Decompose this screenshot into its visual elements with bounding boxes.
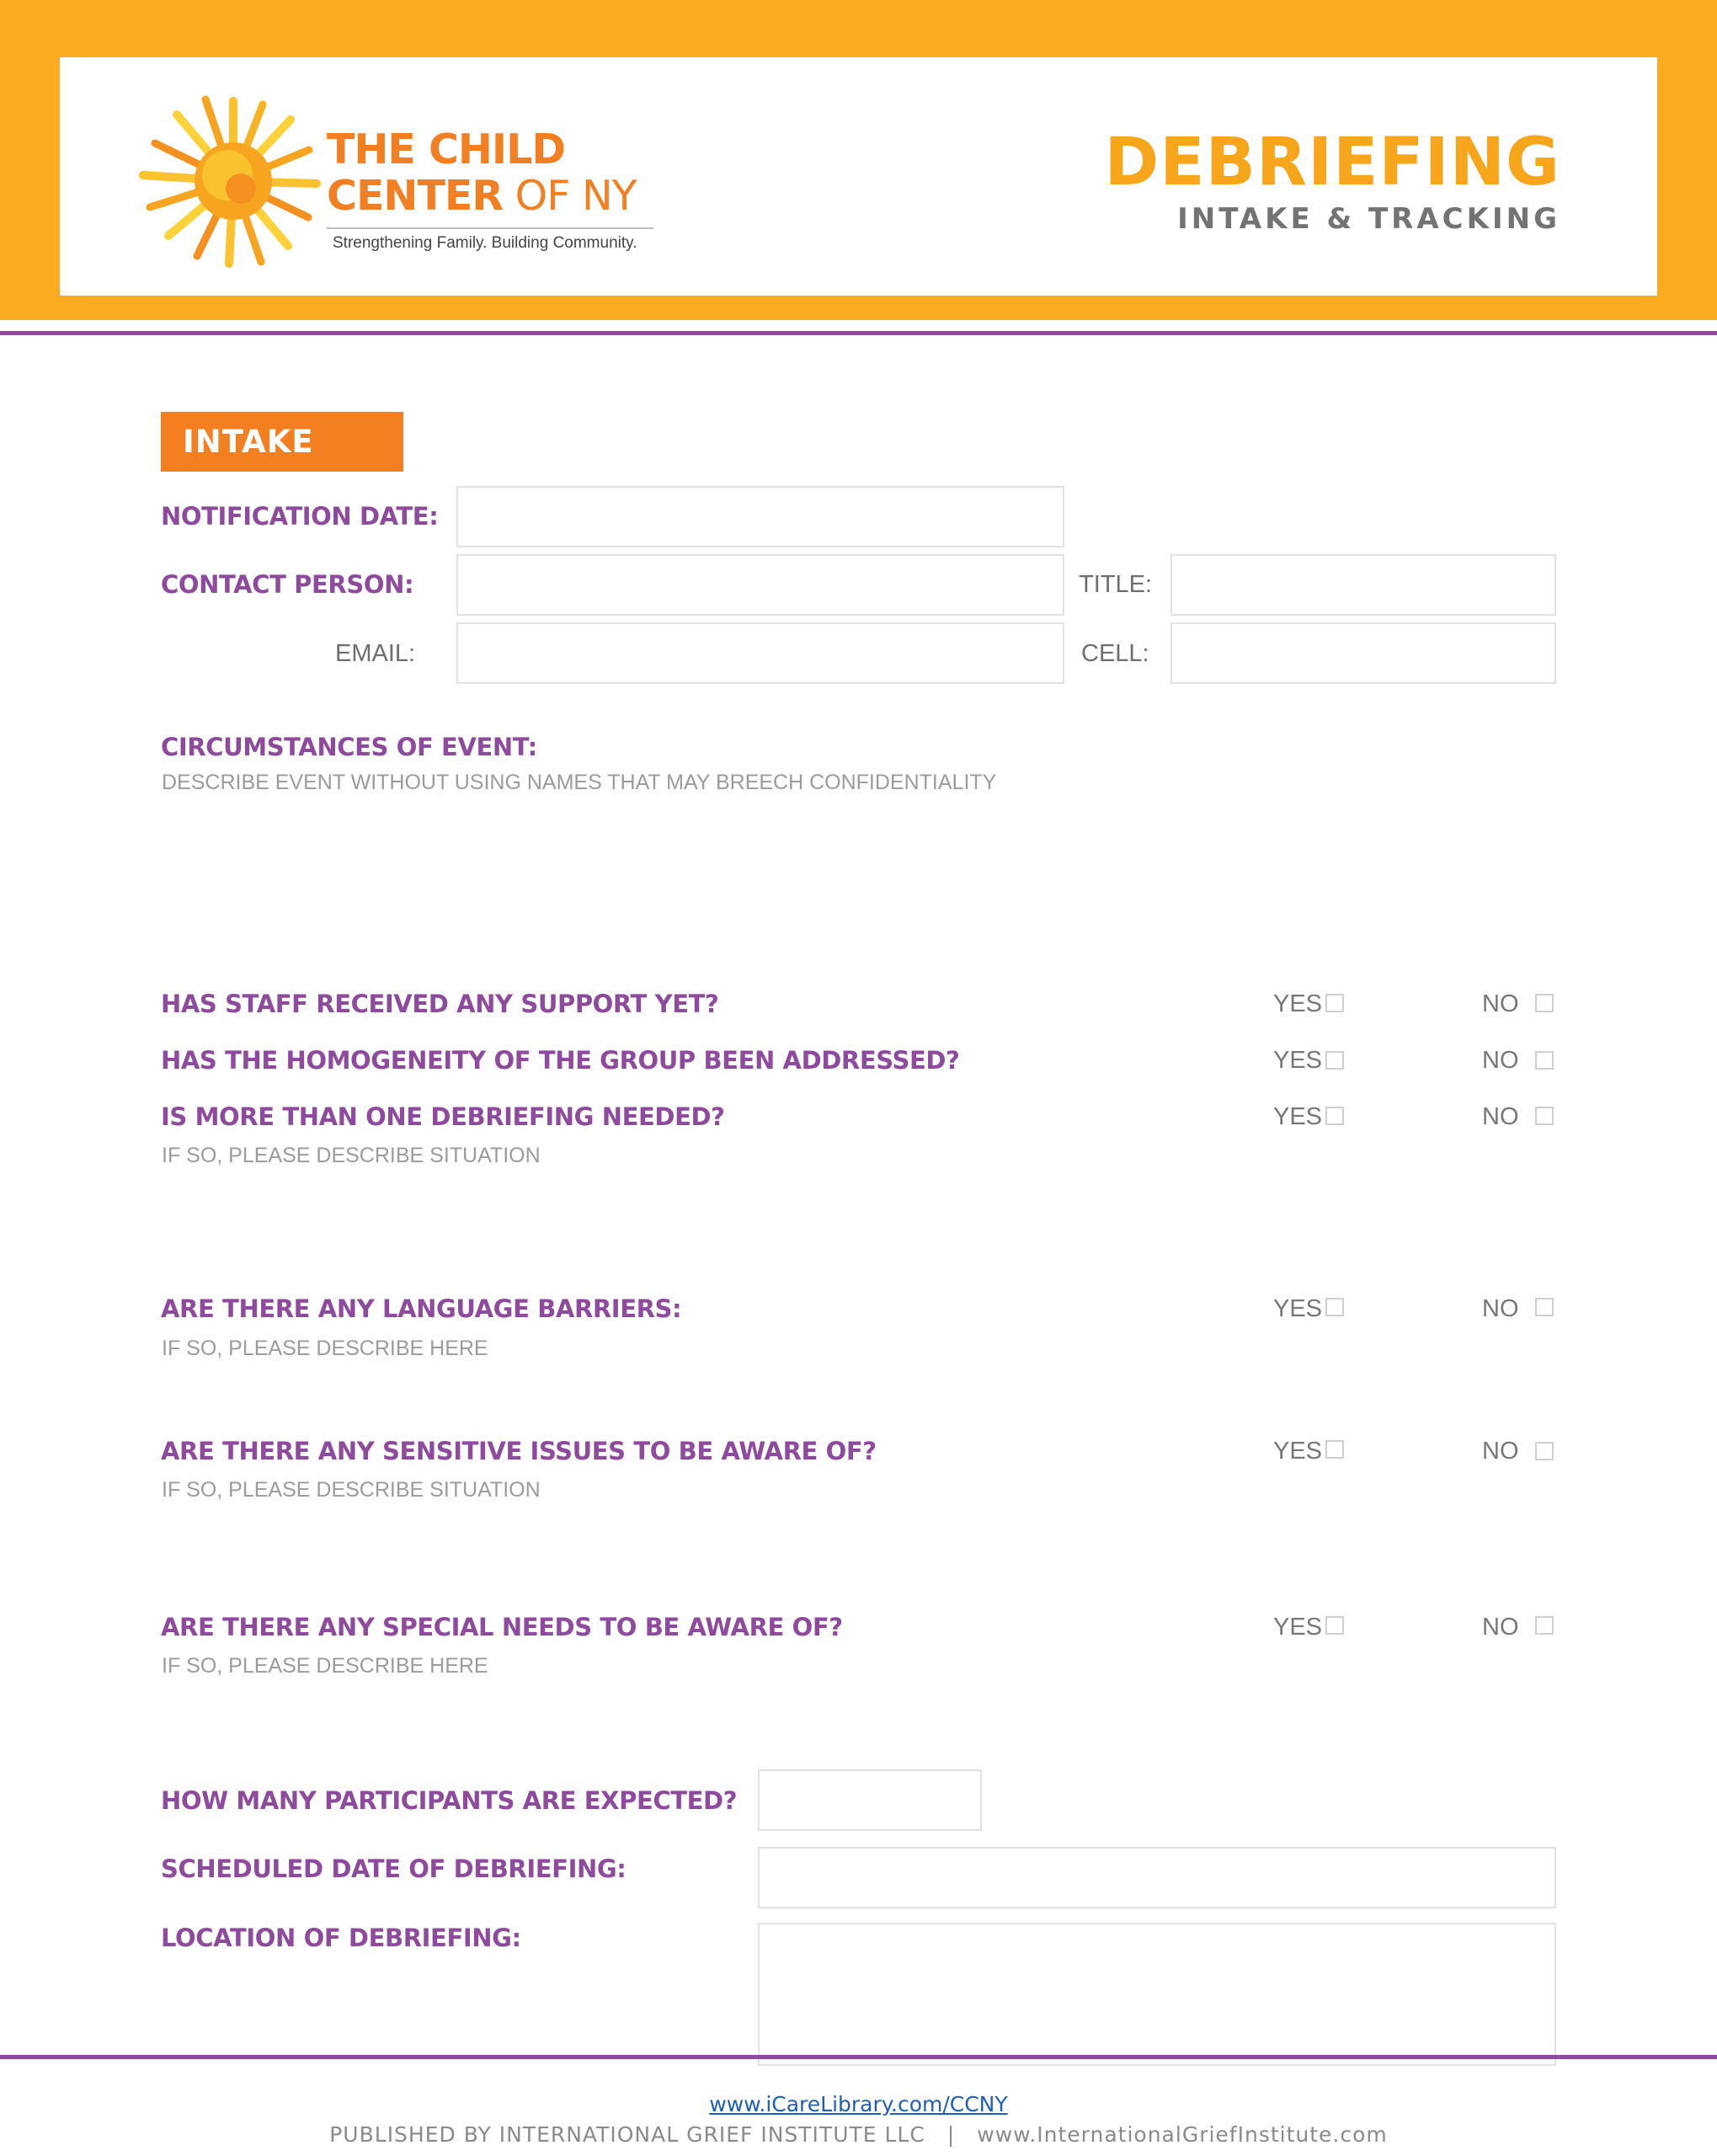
yes-checkbox[interactable] (1325, 1051, 1344, 1070)
yes-label: YES (1273, 1614, 1323, 1641)
logo-line-2-bold: CENTER (327, 172, 504, 220)
notification-date-label: NOTIFICATION DATE: (161, 502, 439, 531)
location-field[interactable] (758, 1923, 1556, 2066)
no-label: NO (1482, 1614, 1519, 1641)
footer-separator: | (946, 2122, 956, 2147)
yes-label: YES (1273, 990, 1323, 1017)
no-checkbox[interactable] (1535, 994, 1554, 1012)
no-label: NO (1482, 1438, 1519, 1465)
page-title: DEBRIEFING (1104, 125, 1560, 200)
title-label: TITLE: (1079, 571, 1153, 598)
notification-date-field[interactable] (456, 486, 1064, 547)
page-subtitle: INTAKE & TRACKING (1177, 202, 1560, 236)
yes-label: YES (1273, 1295, 1323, 1322)
circumstances-hint: DESCRIBE EVENT WITHOUT USING NAMES THAT MAY BREECH CONFIDENTIALITY (162, 771, 997, 794)
yes-checkbox[interactable] (1325, 1440, 1344, 1459)
contact-person-label: CONTACT PERSON: (161, 570, 414, 599)
scheduled-date-field[interactable] (758, 1847, 1556, 1908)
logo-line-2 (327, 173, 637, 219)
question-label: ARE THERE ANY SENSITIVE ISSUES TO BE AWARE OF? (161, 1437, 877, 1465)
cell-label: CELL: (1081, 640, 1149, 667)
top-divider (0, 331, 1717, 335)
yes-checkbox[interactable] (1325, 1616, 1344, 1635)
question-hint: IF SO, PLEASE DESCRIBE HERE (162, 1337, 488, 1360)
yes-checkbox[interactable] (1325, 1298, 1344, 1316)
question-hint: IF SO, PLEASE DESCRIBE SITUATION (162, 1478, 541, 1502)
bottom-divider (0, 2055, 1717, 2059)
no-label: NO (1482, 1103, 1519, 1130)
yes-checkbox[interactable] (1325, 994, 1344, 1012)
logo-line-2-light: OF NY (503, 172, 637, 220)
location-label: LOCATION OF DEBRIEFING: (161, 1924, 521, 1952)
contact-person-field[interactable] (456, 554, 1064, 616)
question-hint: IF SO, PLEASE DESCRIBE HERE (162, 1654, 488, 1678)
footer-publisher: PUBLISHED BY INTERNATIONAL GRIEF INSTITUTE LLC (329, 2122, 925, 2147)
footer-publisher-line (0, 2122, 1717, 2147)
yes-label: YES (1273, 1047, 1323, 1074)
question-label: HAS THE HOMOGENEITY OF THE GROUP BEEN ADDRESSED? (161, 1046, 960, 1075)
sun-handprint-logo-icon (136, 91, 330, 271)
no-checkbox[interactable] (1535, 1616, 1554, 1635)
logo-wordmark (327, 126, 637, 219)
yes-label: YES (1273, 1438, 1323, 1465)
no-checkbox[interactable] (1535, 1298, 1554, 1316)
cell-field[interactable] (1170, 622, 1556, 684)
footer-site-link[interactable]: www.InternationalGriefInstitute.com (977, 2122, 1388, 2147)
footer-link[interactable]: www.iCareLibrary.com/CCNY (709, 2092, 1008, 2116)
title-field[interactable] (1170, 554, 1556, 616)
no-checkbox[interactable] (1535, 1051, 1554, 1070)
logo-tagline: Strengthening Family. Building Community. (333, 234, 637, 252)
scheduled-date-label: SCHEDULED DATE OF DEBRIEFING: (161, 1854, 627, 1883)
question-label: ARE THERE ANY LANGUAGE BARRIERS: (161, 1294, 682, 1323)
email-field[interactable] (456, 622, 1064, 684)
participants-field[interactable] (758, 1769, 982, 1831)
no-label: NO (1482, 990, 1519, 1017)
question-label: HAS STAFF RECEIVED ANY SUPPORT YET? (161, 990, 719, 1018)
participants-label: HOW MANY PARTICIPANTS ARE EXPECTED? (161, 1786, 738, 1815)
logo-divider (327, 227, 653, 229)
email-label: EMAIL: (335, 640, 416, 667)
question-label: IS MORE THAN ONE DEBRIEFING NEEDED? (161, 1102, 725, 1131)
yes-checkbox[interactable] (1325, 1107, 1344, 1125)
no-label: NO (1482, 1295, 1519, 1322)
question-hint: IF SO, PLEASE DESCRIBE SITUATION (162, 1144, 541, 1167)
yes-label: YES (1273, 1103, 1323, 1130)
no-checkbox[interactable] (1535, 1107, 1554, 1125)
logo-line-1: THE CHILD (327, 125, 566, 173)
question-label: ARE THERE ANY SPECIAL NEEDS TO BE AWARE OF? (161, 1613, 843, 1641)
section-label-intake: INTAKE (161, 412, 403, 472)
no-checkbox[interactable] (1535, 1442, 1554, 1460)
circumstances-label: CIRCUMSTANCES OF EVENT: (161, 733, 537, 761)
no-label: NO (1482, 1047, 1519, 1074)
